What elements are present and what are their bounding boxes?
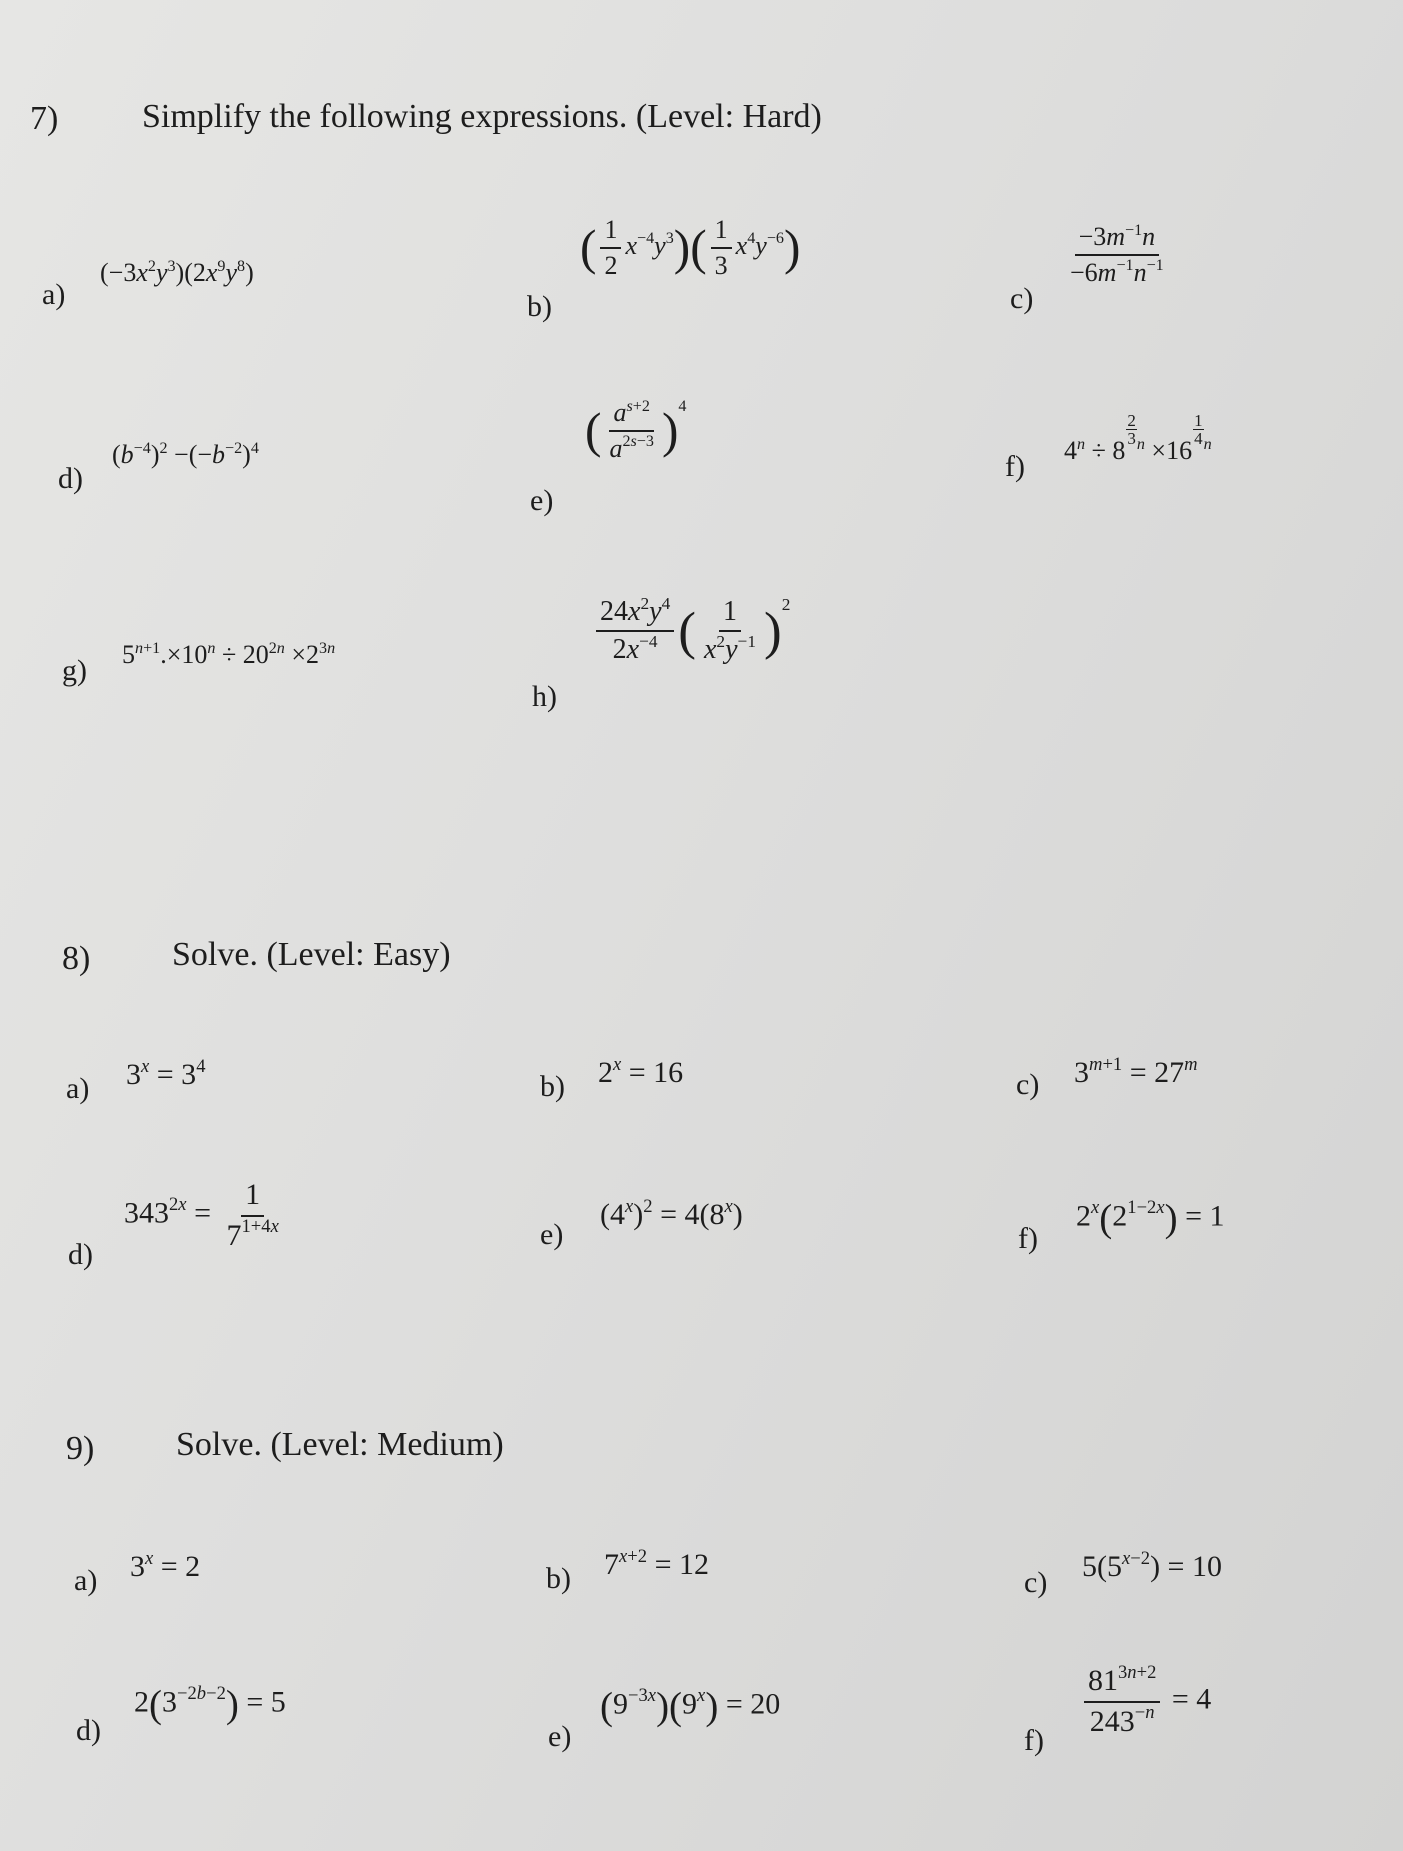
q7-label-f: f) — [1005, 450, 1025, 483]
q8-label-b: b) — [540, 1070, 565, 1103]
q8c-expression: $3^{m+1} = 27^m$ — [1074, 1053, 1198, 1089]
q7d-expression: $(b^{-4})^2 -(-b^{-2})^4$ — [112, 439, 259, 469]
q8-label-f: f) — [1018, 1222, 1038, 1255]
q7b-expression: ( $\frac{1}{2}$ $x^{-4}y^3$)( $\frac{1}{3}$ $x^4y^{-6}$) — [580, 215, 801, 280]
question-title-7: Simplify the following expressions. (Level: Hard) — [142, 98, 822, 135]
question-title-8: Solve. (Level: Easy) — [172, 936, 451, 973]
q7-label-e: e) — [530, 484, 554, 517]
q9-label-b: b) — [546, 1562, 571, 1595]
q7f-expression: $4^n \div 8$ $\frac{2}{3}$ $^n$ ×16 $\frac{1}{4}$ $^n$ — [1064, 411, 1212, 465]
q7g-expression: $5^{n+1}.\times 10^n \div 20^{2n} \times 2^{3n}$ — [122, 639, 336, 669]
q9d-expression: $2(3^{-2b-2}) = 5$ — [134, 1683, 286, 1726]
q8-label-d: d) — [68, 1238, 93, 1271]
q7-label-d: d) — [58, 462, 83, 495]
q8d-expression: $343^{2x}$ = $\frac{1}{7^{1+4x}}$ — [124, 1178, 279, 1252]
q8-label-c: c) — [1016, 1068, 1040, 1101]
q8f-expression: $2^x(2^{1-2x}) = 1$ — [1076, 1197, 1225, 1240]
q9f-expression: $\frac{81^{3n+2}}{243^{-n}}$ = 4 — [1080, 1664, 1211, 1739]
q7-label-g: g) — [62, 654, 87, 687]
q8b-expression: $2^x = 16$ — [598, 1053, 684, 1089]
q8a-expression: $3^x = 3^4$ — [126, 1055, 206, 1091]
q8-label-e: e) — [540, 1218, 564, 1251]
q7-label-c: c) — [1010, 282, 1034, 315]
q8-label-a: a) — [66, 1072, 90, 1105]
q7a-expression: $(-3x^2y^3)(2x^9y^8)$ — [100, 257, 254, 287]
q7-label-b: b) — [527, 290, 552, 323]
question-number-9: 9) — [66, 1430, 95, 1467]
q7-label-h: h) — [532, 680, 557, 713]
q7-label-a: a) — [42, 278, 66, 311]
question-number-8: 8) — [62, 940, 91, 977]
q9e-expression: $(9^{-3x})(9^x) = 20$ — [600, 1685, 781, 1728]
question-title-9: Solve. (Level: Medium) — [176, 1426, 504, 1463]
q7c-expression: $\frac{-3m^{-1}n}{-6m^{-1}n^{-1}}$ — [1070, 221, 1164, 287]
q9-label-a: a) — [74, 1564, 98, 1597]
q9-label-f: f) — [1024, 1724, 1044, 1757]
q7h-expression: $\frac{24x^2y^4}{2x^{-4}}$ ( $\frac{1}{x^2y^{-1}}$ )$^2$ — [592, 596, 790, 666]
q9b-expression: $7^{x+2} = 12$ — [604, 1545, 709, 1581]
q9-label-d: d) — [76, 1714, 101, 1747]
q9-label-c: c) — [1024, 1566, 1048, 1599]
q7e-expression: ( $\frac{a^{s+2}}{a^{2s-3}}$ )$^4$ — [585, 397, 687, 463]
q9a-expression: $3^x = 2$ — [130, 1547, 201, 1583]
q8e-expression: $(4^x)^2 = 4(8^x)$ — [600, 1195, 743, 1231]
q9-label-e: e) — [548, 1720, 572, 1753]
question-number-7: 7) — [30, 100, 59, 137]
q9c-expression: $5(5^{x-2}) = 10$ — [1082, 1547, 1222, 1583]
